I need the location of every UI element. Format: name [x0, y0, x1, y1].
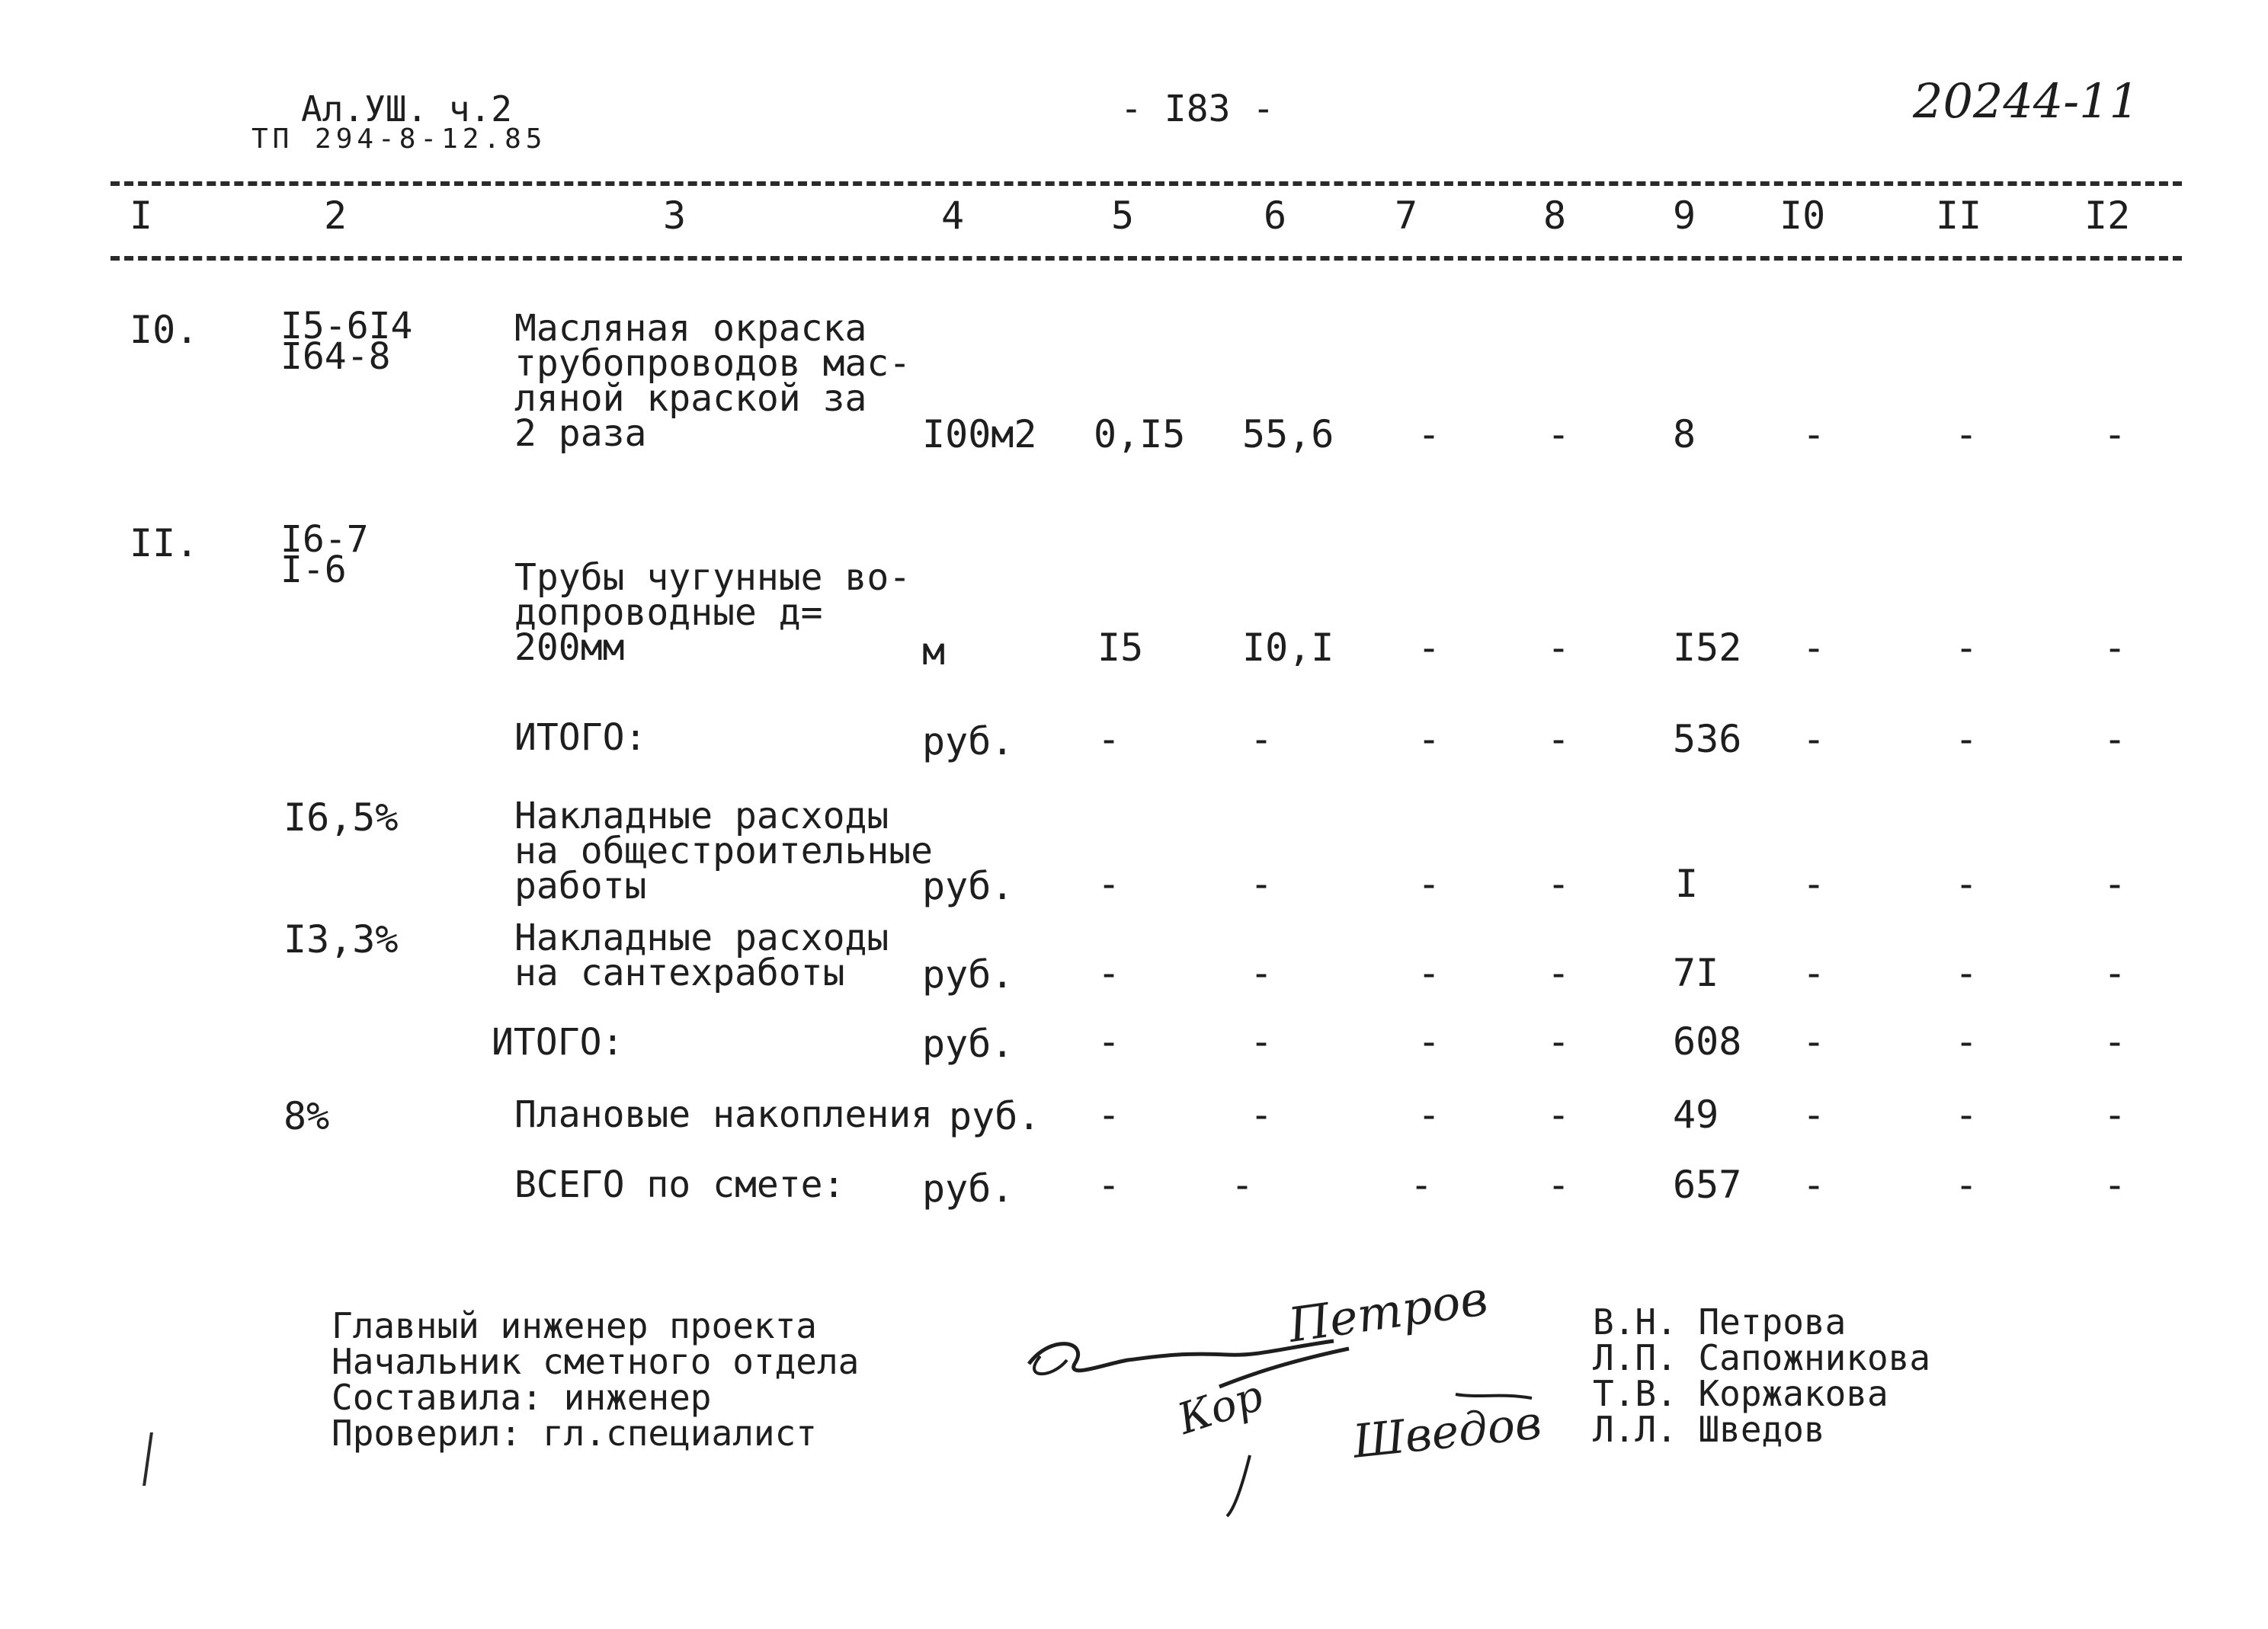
row-col9: 8: [1673, 412, 1696, 456]
row-col7: -: [1410, 1163, 1434, 1207]
margin-tick-mark: [143, 1432, 159, 1486]
row-col7: -: [1418, 862, 1441, 906]
row-col8: -: [1547, 1019, 1571, 1064]
row-number: I0.: [130, 308, 199, 352]
signature-petrov: Петров: [1285, 1270, 1491, 1353]
row-col11: -: [1955, 1093, 1978, 1137]
name-shvedov: Л.Л. Шведов: [1593, 1409, 1825, 1450]
row-unit: руб.: [922, 719, 1014, 763]
row-col8: -: [1547, 951, 1571, 995]
row-col12: -: [2103, 1019, 2127, 1064]
column-header-8: 8: [1543, 194, 1567, 238]
row-col6: -: [1250, 951, 1273, 995]
row-col9: I52: [1673, 626, 1742, 670]
name-korzhakova: Т.В. Коржакова: [1593, 1373, 1888, 1414]
row-unit: руб.: [922, 952, 1014, 997]
row-col12: -: [2103, 1163, 2127, 1207]
row-col11: -: [1955, 412, 1978, 456]
column-header-1: I: [130, 194, 153, 238]
column-header-7: 7: [1395, 194, 1418, 238]
row-description: Трубы чугунные во- допроводные д= 200мм: [514, 556, 911, 669]
name-sapozhnikova: Л.П. Сапожникова: [1593, 1337, 1931, 1378]
row-col9: 536: [1673, 717, 1742, 761]
column-header-12: I2: [2084, 194, 2131, 238]
row-col6: -: [1250, 1093, 1273, 1137]
row-description: ИТОГО:: [514, 716, 647, 759]
header-bottom-rule: [111, 256, 2182, 261]
role-checked-by: Проверил: гл.специалист: [332, 1413, 817, 1454]
row-description: Масляная окраска трубопроводов мас- ляной краской за 2 раза: [514, 307, 911, 455]
row-code: 8%: [284, 1094, 330, 1138]
row-col8: -: [1547, 626, 1571, 670]
row-col5: -: [1097, 717, 1121, 761]
row-unit: м: [922, 629, 946, 674]
row-code: I3,3%: [284, 917, 399, 962]
row-number: II.: [130, 521, 199, 565]
row-col9: 657: [1673, 1163, 1742, 1207]
column-header-10: I0: [1779, 194, 1826, 238]
row-col7: -: [1418, 717, 1441, 761]
row-col12: -: [2103, 626, 2127, 670]
row-col11: -: [1955, 626, 1978, 670]
row-col10: -: [1802, 717, 1826, 761]
row-col5: I5: [1097, 626, 1144, 670]
row-col10: -: [1802, 626, 1826, 670]
column-header-5: 5: [1111, 194, 1135, 238]
row-description: Накладные расходы на общестроительные работы: [514, 795, 934, 907]
row-col6: -: [1231, 1163, 1254, 1207]
role-chief-engineer: Главный инженер проекта: [332, 1305, 817, 1346]
row-code: I6-7 I-6: [280, 518, 369, 591]
signature-shvedov: Шведов: [1350, 1396, 1544, 1469]
row-col5: -: [1097, 862, 1121, 906]
row-description: Накладные расходы на сантехработы: [514, 917, 889, 994]
row-unit: руб.: [922, 1167, 1014, 1211]
row-col9: 49: [1673, 1093, 1719, 1137]
column-header-2: 2: [324, 194, 348, 238]
archive-number: 20244-11: [1913, 73, 2140, 129]
role-estimate-head: Начальник сметного отдела: [332, 1341, 860, 1382]
row-unit: руб.: [922, 1022, 1014, 1066]
row-col10: -: [1802, 862, 1826, 906]
row-col5: -: [1097, 1163, 1121, 1207]
row-col8: -: [1547, 1163, 1571, 1207]
row-col7: -: [1418, 1019, 1441, 1064]
column-header-9: 9: [1673, 194, 1696, 238]
project-code: ТП 294-8-12.85: [251, 123, 547, 155]
row-col7: -: [1418, 951, 1441, 995]
row-col5: -: [1097, 1019, 1121, 1064]
row-description: Плановые накопления: [514, 1093, 934, 1136]
row-col7: -: [1418, 412, 1441, 456]
row-code: I5-6I4 I64-8: [280, 305, 413, 378]
signature-kor: Кор: [1171, 1371, 1270, 1445]
row-col12: -: [2103, 951, 2127, 995]
role-compiled-by: Составила: инженер: [332, 1377, 712, 1418]
row-col8: -: [1547, 1093, 1571, 1137]
column-header-11: II: [1936, 194, 1982, 238]
row-col10: -: [1802, 412, 1826, 456]
row-col11: -: [1955, 862, 1978, 906]
row-description: ИТОГО:: [492, 1021, 624, 1064]
row-col6: I0,I: [1242, 626, 1334, 670]
row-col6: -: [1250, 717, 1273, 761]
row-col9: 7I: [1673, 951, 1719, 995]
header-top-rule: [111, 181, 2182, 186]
page-number: - I83 -: [1120, 88, 1275, 130]
row-col12: -: [2103, 717, 2127, 761]
row-col5: 0,I5: [1094, 412, 1186, 456]
row-col11: -: [1955, 1163, 1978, 1207]
column-header-6: 6: [1264, 194, 1287, 238]
row-col6: 55,6: [1242, 412, 1334, 456]
row-col10: -: [1802, 1019, 1826, 1064]
album-label: Ал.УШ. ч.2: [301, 88, 512, 130]
row-col11: -: [1955, 717, 1978, 761]
row-col10: -: [1802, 1093, 1826, 1137]
row-col10: -: [1802, 1163, 1826, 1207]
row-code: I6,5%: [284, 795, 399, 840]
row-col11: -: [1955, 1019, 1978, 1064]
row-col8: -: [1547, 717, 1571, 761]
row-col12: -: [2103, 412, 2127, 456]
row-col7: -: [1418, 1093, 1441, 1137]
row-col5: -: [1097, 951, 1121, 995]
row-col6: -: [1250, 862, 1273, 906]
row-unit: I00м2: [922, 412, 1037, 456]
row-col12: -: [2103, 862, 2127, 906]
row-unit: руб.: [922, 864, 1014, 908]
row-col10: -: [1802, 951, 1826, 995]
column-header-3: 3: [663, 194, 687, 238]
row-col5: -: [1097, 1093, 1121, 1137]
column-header-4: 4: [941, 194, 965, 238]
row-col11: -: [1955, 951, 1978, 995]
row-col9: 608: [1673, 1019, 1742, 1064]
row-col8: -: [1547, 412, 1571, 456]
row-col12: -: [2103, 1093, 2127, 1137]
name-petrova: В.Н. Петрова: [1593, 1301, 1847, 1343]
row-unit: руб.: [949, 1094, 1041, 1138]
row-col9: I: [1675, 862, 1699, 906]
row-col6: -: [1250, 1019, 1273, 1064]
row-description: ВСЕГО по смете:: [514, 1163, 845, 1206]
row-col7: -: [1418, 626, 1441, 670]
row-col8: -: [1547, 862, 1571, 906]
